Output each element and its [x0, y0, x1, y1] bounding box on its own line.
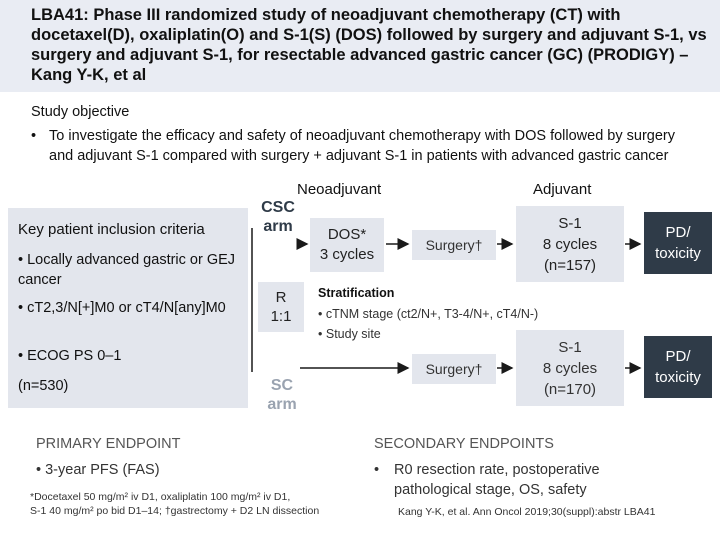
objective-bullet: •: [31, 128, 37, 144]
s1-bottom-box: S-1 8 cycles (n=170): [516, 330, 624, 406]
bullet-icon: [318, 307, 326, 321]
sc-arm-label: SC arm: [267, 377, 297, 413]
secondary-endpoints-title: SECONDARY ENDPOINTS: [374, 436, 554, 452]
neoadjuvant-label: Neoadjuvant: [297, 181, 382, 198]
pd-toxicity-top-box: PD/ toxicity: [644, 212, 712, 274]
dos-box: DOS* 3 cycles: [310, 218, 384, 272]
inclusion-item-2: • cT2,3/N[+]M0 or cT4/N[any]M0: [18, 298, 240, 318]
inclusion-title: Key patient inclusion criteria: [18, 221, 205, 238]
pd-toxicity-bottom-box: PD/ toxicity: [644, 336, 712, 398]
primary-endpoint-title: PRIMARY ENDPOINT: [36, 436, 181, 452]
stratification-item-1: • cTNM stage (ct2/N+, T3-4/N+, cT4/N-): [318, 305, 538, 323]
objective-heading: Study objective: [31, 104, 130, 120]
bullet-icon: [36, 462, 45, 478]
bullet-icon: [318, 327, 326, 341]
inclusion-item-3: • ECOG PS 0–1: [18, 346, 240, 366]
surgery-top-box: Surgery†: [412, 230, 496, 260]
adjuvant-label: Adjuvant: [533, 181, 592, 198]
secondary-bullet: •: [374, 462, 380, 478]
secondary-endpoints-item: R0 resection rate, postoperative pathological stage, OS, safety: [394, 462, 600, 498]
objective-text: To investigate the efficacy and safety of neoadjuvant chemotherapy with DOS followed by surgery and adjuvant S-1 compared with surgery + adjuvant S-1 in patients with advanced gastric cancer: [49, 128, 675, 164]
page-title: LBA41: Phase III randomized study of neoadjuvant chemotherapy (CT) with docetaxel(D), oxaliplatin(O) and S-1(S) (DOS) followed by surgery and adjuvant S-1, vs surgery and adjuvant S-1, for resectable advanced gastric cancer (GC) (PRODIGY) – Kang Y-K, et al: [31, 6, 707, 84]
csc-arm-label: CSC arm: [261, 199, 295, 235]
primary-endpoint-item: • 3-year PFS (FAS): [36, 460, 160, 480]
inclusion-n: (n=530): [18, 378, 69, 394]
s1-top-box: S-1 8 cycles (n=157): [516, 206, 624, 282]
surgery-bottom-box: Surgery†: [412, 354, 496, 384]
inclusion-item-1: • Locally advanced gastric or GEJ cancer: [18, 250, 240, 290]
footnote: *Docetaxel 50 mg/m² iv D1, oxaliplatin 100 mg/m² iv D1, S-1 40 mg/m² po bid D1–14; †gastrectomy + D2 LN dissection: [30, 491, 320, 517]
stratification-item-2: • Study site: [318, 325, 381, 343]
stratification-title: Stratification: [318, 286, 395, 300]
randomization-box: R 1:1: [258, 282, 304, 332]
reference-citation: Kang Y-K, et al. Ann Oncol 2019;30(suppl):abstr LBA41: [398, 506, 656, 518]
